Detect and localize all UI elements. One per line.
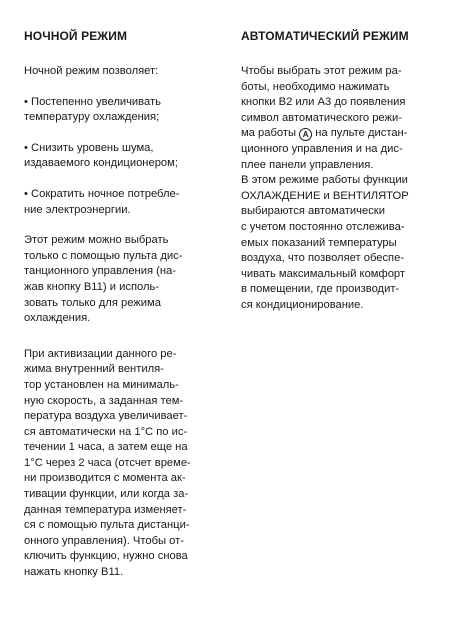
text-fragment: ма работы xyxy=(241,127,300,140)
text-line: ционного управления и на дис- xyxy=(241,142,403,155)
text-line: емых показаний температуры xyxy=(241,236,397,249)
text-line: воздуха, что позволяет обеспе- xyxy=(241,252,405,265)
text-line: ни производится с момента ак- xyxy=(24,472,186,485)
bullet-item xyxy=(24,187,224,218)
text-line: плее панели управления. xyxy=(241,158,374,171)
text-line: • Снизить уровень шума, xyxy=(24,141,154,154)
text-line: В этом режиме работы функции xyxy=(241,174,408,187)
night-mode-paragraph-2 xyxy=(24,347,224,581)
auto-mode-column xyxy=(241,28,441,314)
text-line: в помещении, где производит- xyxy=(241,283,400,296)
text-line: Этот режим можно выбрать xyxy=(24,234,169,247)
text-line: ключить функцию, нужно снова xyxy=(24,550,188,563)
text-line: тивации функции, или когда за- xyxy=(24,488,189,501)
text-line: ную скорость, а заданная тем- xyxy=(24,394,184,407)
text-line: чивать максимальный комфорт xyxy=(241,267,406,280)
text-line: температуру охлаждения; xyxy=(24,111,160,124)
bullet-item xyxy=(24,141,224,172)
text-line: • Постепенно увеличивать xyxy=(24,95,161,108)
text-line: танционного управления (на- xyxy=(24,265,176,278)
text-line: боты, необходимо нажимать xyxy=(241,80,390,93)
text-line: жима внутренний вентиля- xyxy=(24,363,164,376)
text-line: Ночной режим позволяет: xyxy=(24,65,159,77)
night-mode-column xyxy=(24,28,224,581)
text-line: нажать кнопку B11. xyxy=(24,566,124,579)
text-line: зовать только для режима xyxy=(24,296,161,309)
text-line: ся кондиционирование. xyxy=(241,298,364,311)
text-line: пература воздуха увеличивает- xyxy=(24,410,188,423)
text-line xyxy=(241,126,441,142)
text-line: данная температура изменяет- xyxy=(24,503,187,516)
auto-mode-icon: A xyxy=(299,128,312,141)
text-line: кнопки B2 или A3 до появления xyxy=(241,96,406,109)
night-mode-intro xyxy=(24,64,224,80)
text-fragment: на пульте дистан- xyxy=(312,127,408,140)
text-line: ся с помощью пульта дистанци- xyxy=(24,519,190,532)
night-mode-paragraph-1 xyxy=(24,233,224,327)
text-line: течении 1 часа, а затем еще на xyxy=(24,441,188,454)
text-line: 1°С через 2 часа (отсчет време- xyxy=(24,456,191,469)
bullet-item xyxy=(24,95,224,126)
night-mode-heading: НОЧНОЙ РЕЖИМ xyxy=(24,29,128,43)
auto-mode-heading: АВТОМАТИЧЕСКИЙ РЕЖИМ xyxy=(241,29,409,43)
text-line: с учетом постоянно отслежива- xyxy=(241,220,405,233)
text-line: При активизации данного ре- xyxy=(24,347,177,360)
text-line: онного управления). Чтобы от- xyxy=(24,534,184,547)
text-line: • Сократить ночное потребле- xyxy=(24,187,180,200)
auto-mode-paragraph xyxy=(241,64,441,314)
text-line: тор установлен на минималь- xyxy=(24,378,179,391)
text-line: только с помощью пульта дис- xyxy=(24,249,183,262)
text-line: Чтобы выбрать этот режим ра- xyxy=(241,65,402,77)
text-line: символ автоматического режи- xyxy=(241,111,402,124)
text-line: охлаждения. xyxy=(24,312,91,325)
text-line: издаваемого кондиционером; xyxy=(24,157,178,170)
text-line: ние электроэнергии. xyxy=(24,203,131,216)
text-line: ОХЛАЖДЕНИЕ и ВЕНТИЛЯТОР xyxy=(241,189,409,202)
text-line: выбираются автоматически xyxy=(241,205,385,218)
text-line: жав кнопку B11) и исполь- xyxy=(24,280,160,293)
text-line: ся автоматически на 1°С по ис- xyxy=(24,425,188,438)
